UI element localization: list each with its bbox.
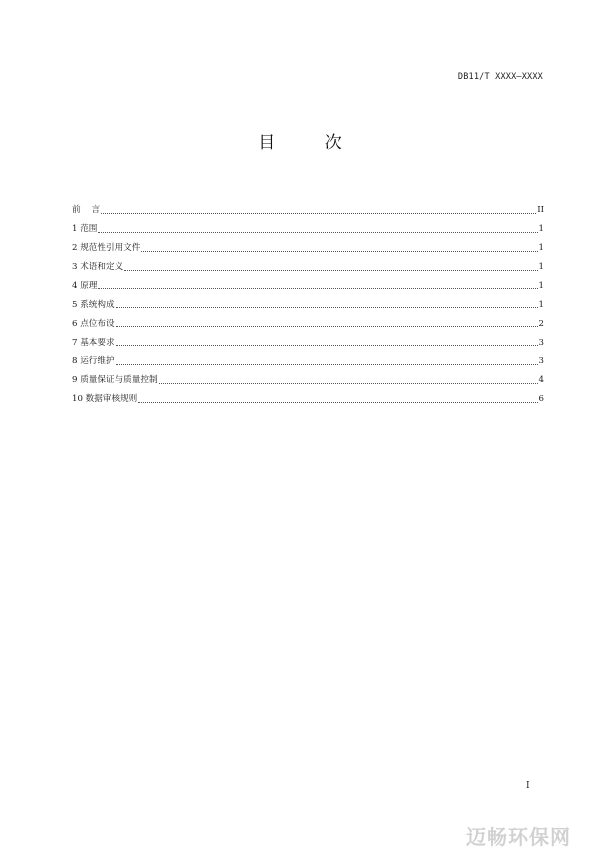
toc-leader-dots <box>116 344 538 346</box>
toc-entry-page: 6 <box>538 394 544 405</box>
toc-entry-normative-references[interactable] <box>72 234 544 253</box>
toc-entry-label: 5 系统构成 <box>72 299 115 310</box>
toc-entry-label: 前 言 <box>72 205 101 216</box>
page-number: I <box>526 781 530 791</box>
table-of-contents <box>72 196 544 404</box>
toc-entry-label: 1 范围 <box>72 224 98 235</box>
toc-entry-basic-requirements[interactable] <box>72 328 544 347</box>
toc-entry-principle[interactable] <box>72 272 544 291</box>
toc-leader-dots <box>141 250 537 252</box>
toc-entry-page: 2 <box>538 318 544 329</box>
toc-leader-dots <box>101 212 536 214</box>
toc-entry-page: 1 <box>538 224 544 235</box>
toc-leader-dots <box>138 401 537 403</box>
toc-entry-foreword[interactable] <box>72 196 544 215</box>
toc-entry-terms-definitions[interactable] <box>72 253 544 272</box>
toc-entry-quality-assurance[interactable] <box>72 366 544 385</box>
toc-entry-label: 3 术语和定义 <box>72 261 124 272</box>
toc-leader-dots <box>124 269 537 271</box>
watermark: 迈畅环保网 <box>466 825 571 849</box>
toc-entry-page: 3 <box>538 337 544 348</box>
toc-entry-page: 3 <box>538 356 544 367</box>
toc-entry-label: 8 运行维护 <box>72 356 115 367</box>
toc-leader-dots <box>98 231 537 233</box>
toc-entry-label: 9 质量保证与质量控制 <box>72 375 158 386</box>
toc-entry-site-layout[interactable] <box>72 309 544 328</box>
toc-entry-page: 1 <box>538 280 544 291</box>
toc-entry-label: 4 原理 <box>72 280 98 291</box>
toc-entry-page: 1 <box>538 299 544 310</box>
toc-leader-dots <box>116 363 538 365</box>
toc-leader-dots <box>116 325 538 327</box>
toc-entry-page: 1 <box>538 261 544 272</box>
document-code: DB11/T XXXX—XXXX <box>457 72 543 82</box>
toc-entry-label: 10 数据审核规则 <box>72 394 138 405</box>
toc-entry-label: 2 规范性引用文件 <box>72 243 141 254</box>
toc-entry-label: 6 点位布设 <box>72 318 115 329</box>
toc-entry-data-review-rules[interactable] <box>72 385 544 404</box>
toc-title: 目 次 <box>258 133 364 153</box>
toc-entry-page: 1 <box>538 243 544 254</box>
toc-leader-dots <box>116 306 538 308</box>
toc-entry-page: II <box>537 205 544 216</box>
toc-entry-system-composition[interactable] <box>72 290 544 309</box>
toc-leader-dots <box>98 287 537 289</box>
toc-entry-scope[interactable] <box>72 215 544 234</box>
toc-entry-operation-maintenance[interactable] <box>72 347 544 366</box>
toc-entry-page: 4 <box>538 375 544 386</box>
toc-leader-dots <box>159 382 538 384</box>
toc-entry-label: 7 基本要求 <box>72 337 115 348</box>
